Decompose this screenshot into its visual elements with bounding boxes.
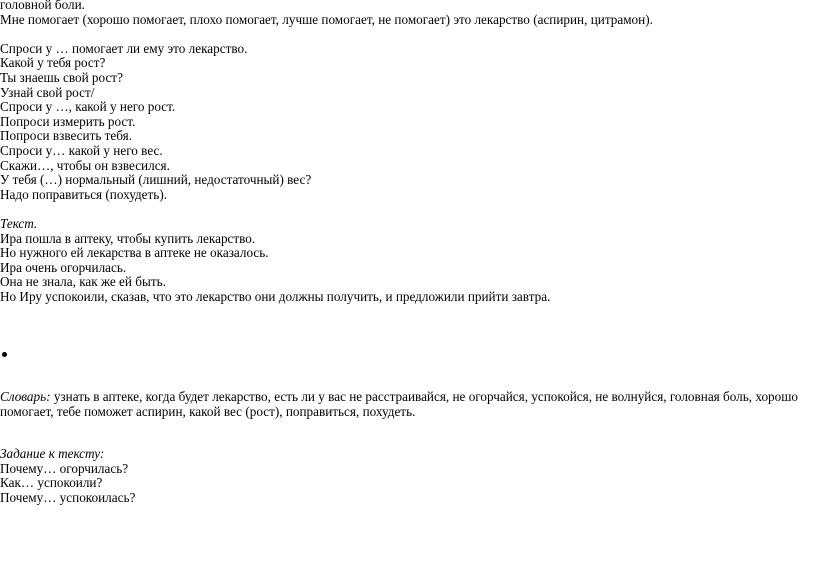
- text-line: Она не знала, как же ей быть.: [0, 274, 166, 290]
- vocabulary-text: узнать в аптеке, когда будет лекарство, есть ли у вас не расстраивайся, не огорчайся, успокойся, не волнуйся, головная боль, хорошо помогает, тебе поможет аспирин, какой вес (рост), поправиться, похудеть.: [0, 389, 798, 419]
- question-line: Спроси у … помогает ли ему это лекарство.: [0, 40, 248, 56]
- text-line: Но Иру успокоили, сказав, что это лекарство они должны получить, и предложили прийти завтра.: [0, 288, 551, 304]
- text-line: Но нужного ей лекарства в аптеке не оказалось.: [0, 245, 269, 261]
- task-line: Почему… огорчилась?: [0, 460, 129, 476]
- vocabulary-label: Словарь:: [0, 389, 51, 405]
- text-line: Ира очень огорчилась.: [0, 259, 127, 275]
- text-heading: Текст.: [0, 215, 38, 231]
- bullet-icon: [2, 352, 7, 357]
- text-section: [0, 217, 816, 305]
- question-line: Ты знаешь свой рост?: [0, 69, 123, 85]
- spacer: [0, 304, 816, 347]
- question-line: Какой у тебя рост?: [0, 55, 106, 71]
- vocabulary-paragraph: [0, 390, 816, 419]
- spacer: [0, 27, 816, 42]
- text-line: Ира пошла в аптеку, чтобы купить лекарство.: [0, 230, 256, 246]
- question-line: Попроси измерить рост.: [0, 113, 136, 129]
- spacer: [0, 202, 816, 217]
- task-line: Как… успокоили?: [0, 475, 103, 491]
- intro-line-2: Мне помогает (хорошо помогает, плохо помогает, лучше помогает, не помогает) это лекарство (аспирин, цитрамон).: [0, 11, 653, 27]
- task-heading: Задание к тексту:: [0, 446, 105, 462]
- spacer: [0, 419, 816, 447]
- question-line: Скажи…, чтобы он взвесился.: [0, 157, 170, 173]
- question-line: Надо поправиться (похудеть).: [0, 186, 168, 202]
- question-line: Спроси у …, какой у него рост.: [0, 99, 176, 115]
- bullet-point: [0, 347, 816, 362]
- task-section: [0, 447, 816, 505]
- spacer: [0, 362, 816, 390]
- question-line: Спроси у… какой у него вес.: [0, 142, 163, 158]
- intro-line-1: головной боли.: [0, 0, 85, 12]
- question-line: Узнай свой рост/: [0, 84, 95, 100]
- question-line: У тебя (…) нормальный (лишний, недостаточный) вес?: [0, 172, 312, 188]
- questions-block: [0, 42, 816, 203]
- task-line: Почему… успокоилась?: [0, 490, 136, 506]
- question-line: Попроси взвесить тебя.: [0, 128, 133, 144]
